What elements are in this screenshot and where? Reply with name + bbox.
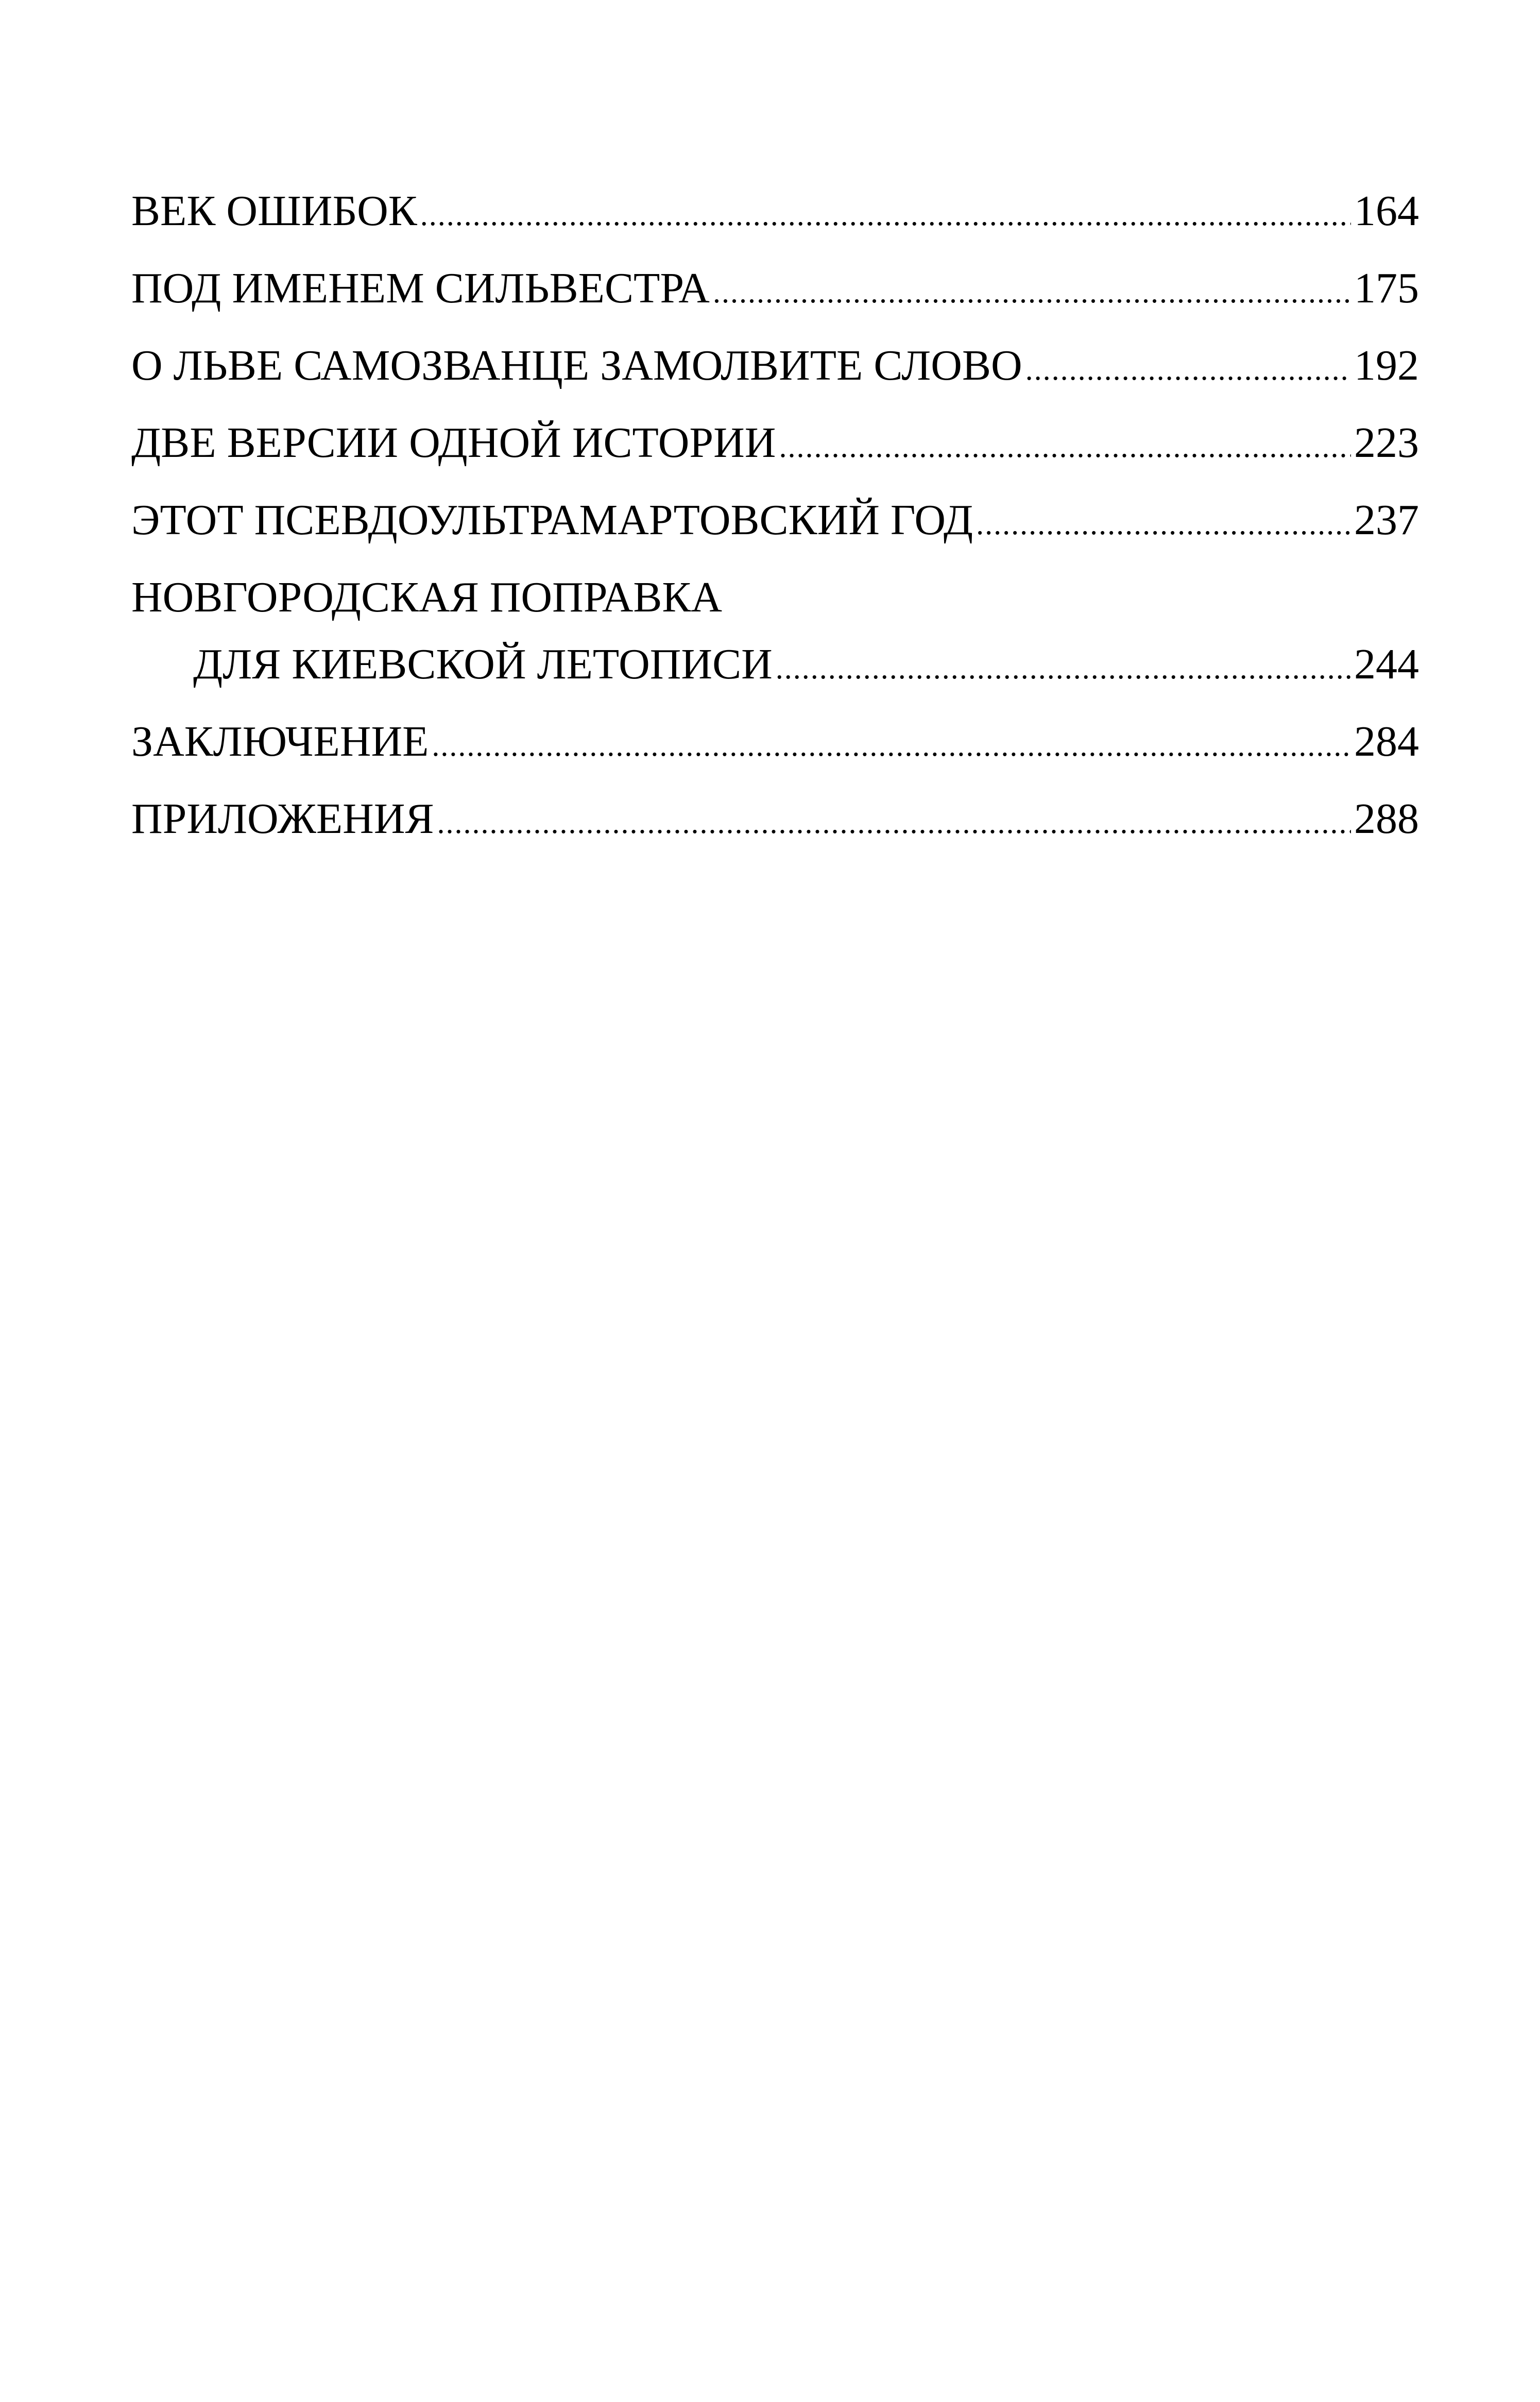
toc-entry-title: О ЛЬВЕ САМОЗВАНЦЕ ЗАМОЛВИТЕ СЛОВО xyxy=(131,342,1022,389)
toc-entry-page: 284 xyxy=(1354,718,1419,765)
toc-leader-dots xyxy=(1025,344,1351,395)
toc-leader-dots xyxy=(976,498,1351,550)
toc-entry-title-line2: ДЛЯ КИЕВСКОЙ ЛЕТОПИСИ xyxy=(193,640,773,688)
toc-entry-title: ЭТОТ ПСЕВДОУЛЬТРАМАРТОВСКИЙ ГОД xyxy=(131,496,973,544)
toc-entry-title-line1: НОВГОРОДСКАЯ ПОПРАВКА xyxy=(131,573,723,621)
toc-entry-page: 192 xyxy=(1354,342,1419,389)
toc-leader-dots xyxy=(776,642,1351,694)
toc-entry-title: ДВЕ ВЕРСИИ ОДНОЙ ИСТОРИИ xyxy=(131,419,776,467)
toc-entry-page: 175 xyxy=(1354,264,1419,312)
toc-entry-page: 223 xyxy=(1354,419,1419,467)
toc-leader-dots xyxy=(437,797,1351,848)
toc-entry-page: 237 xyxy=(1354,496,1419,544)
toc-entry[interactable] xyxy=(131,793,1419,871)
toc-entry[interactable] xyxy=(131,572,1419,716)
toc-entry[interactable] xyxy=(131,263,1419,340)
toc-leader-dots xyxy=(779,421,1351,472)
toc-entry-second-line xyxy=(131,639,1419,716)
toc-leader-dots xyxy=(713,266,1351,318)
toc-entry[interactable] xyxy=(131,495,1419,572)
toc-leader-dots xyxy=(432,720,1351,771)
toc-entry-page: 244 xyxy=(1354,640,1419,688)
toc-entry-page: 288 xyxy=(1354,795,1419,843)
toc-entry[interactable] xyxy=(131,340,1419,417)
toc-entry-title: ВЕК ОШИБОК xyxy=(131,187,417,235)
table-of-contents xyxy=(131,185,1419,871)
toc-leader-dots xyxy=(420,189,1351,241)
toc-entry-page: 164 xyxy=(1354,187,1419,235)
toc-entry-title: ПОД ИМЕНЕМ СИЛЬВЕСТРА xyxy=(131,264,710,312)
toc-entry-title: ЗАКЛЮЧЕНИЕ xyxy=(131,718,429,765)
toc-entry[interactable] xyxy=(131,716,1419,793)
toc-entry[interactable] xyxy=(131,185,1419,263)
toc-entry-title: ПРИЛОЖЕНИЯ xyxy=(131,795,434,843)
toc-entry[interactable] xyxy=(131,417,1419,495)
